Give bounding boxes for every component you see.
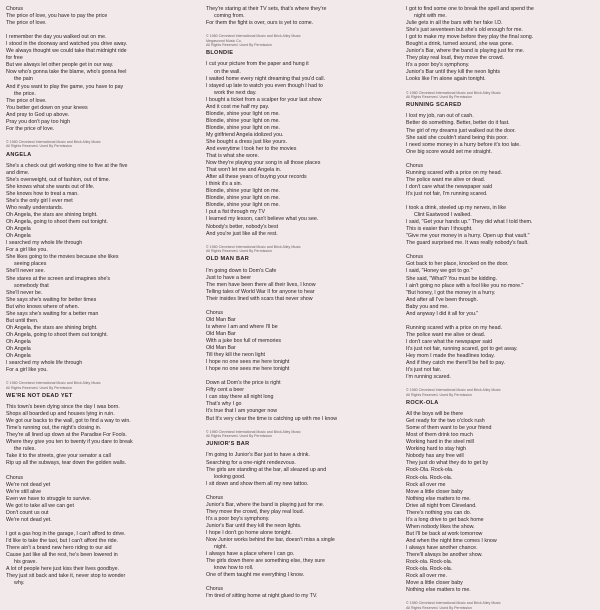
lyric-line: Time's running out, the night's closing in.: [6, 425, 102, 432]
lyric-line: Blondie, shine your light on me.: [206, 110, 280, 117]
lyric-line: I hope I don't go home alone tonight.: [206, 529, 292, 536]
lyric-line: the price.: [14, 90, 36, 97]
section-label: Chorus: [406, 254, 424, 261]
lyric-line: For a girl like you.: [6, 367, 48, 374]
lyric-line: Their insides lined with scars that never show: [206, 295, 313, 302]
lyrics-column-1: [6, 6, 194, 587]
copyright-note: All Rights Reserved. Used By Permission: [6, 385, 72, 390]
lyric-line: coming from.: [214, 13, 245, 20]
section-label: Chorus: [6, 474, 24, 481]
lyric-line: The price of love.: [6, 20, 47, 27]
lyric-line: Better do something. Better, better do it fast.: [406, 120, 510, 127]
lyric-line: night.: [214, 544, 227, 551]
lyric-line: I'm tired of sitting home at night glued to my TV.: [206, 593, 318, 600]
lyric-line: Running scared with a price on my head.: [406, 169, 502, 176]
lyric-line: I got to make my move before they play the final song.: [406, 34, 534, 41]
lyric-line: looking good.: [214, 473, 246, 480]
lyric-line: Running scared with a price on my head.: [406, 324, 502, 331]
lyric-line: One big score would set me straight.: [406, 148, 492, 155]
lyric-line: Old Man Bar: [206, 330, 236, 337]
lyric-line: It's just not fair, running scared, got to get away.: [406, 345, 518, 352]
lyric-line: I'd like to take the taxi, but I can't afford the ride.: [6, 537, 119, 544]
lyric-line: I searched my whole life through: [6, 360, 83, 367]
song-title: WE'RE NOT DEAD YET: [6, 393, 73, 400]
lyric-line: Get ready for the two o'clock rush: [406, 418, 485, 425]
lyrics-column-2: [206, 6, 394, 600]
lyric-line: She'll never see.: [6, 268, 45, 275]
lyric-line: The police want me alive or dead.: [406, 176, 486, 183]
lyric-line: We're still alive: [6, 488, 42, 495]
lyric-line: For a girl like you.: [6, 247, 48, 254]
lyric-line: It's a poor boy's symphony.: [206, 515, 270, 522]
spacer: [406, 156, 594, 163]
lyric-line: Oh Angela, going to shoot them out tonight.: [6, 219, 108, 226]
copyright-note: All Rights Reserved. Used By Permission: [406, 392, 472, 397]
lyric-line: Rip up all the subways, tear down the golden walls.: [6, 460, 127, 467]
lyric-line: That won't let me and Angela in.: [206, 167, 282, 174]
spacer: [6, 524, 194, 531]
lyric-line: Nobody's better, nobody's best: [206, 223, 279, 230]
lyric-line: night with me.: [414, 13, 447, 20]
lyric-line: I need some money in a hurry before it's too late.: [406, 141, 521, 148]
lyric-line: The guard surprised me. It was really nobody's fault.: [406, 240, 529, 247]
section-label: Chorus: [206, 309, 224, 316]
lyric-line: Cause just like all the rest, he's been lowered in: [6, 552, 118, 559]
lyric-line: I took a drink, steeled up my nerves, in like: [406, 205, 507, 212]
lyric-line: Most of them drink too much: [406, 432, 473, 439]
spacer: [6, 27, 194, 34]
lyric-line: Take it to the streets, give your senator a call: [6, 453, 111, 460]
lyric-line: She'll never be.: [6, 289, 43, 296]
lyric-line: I think it's a sin.: [206, 181, 243, 188]
song-title: ROCK-OLA: [406, 400, 439, 407]
lyric-line: But It's very clear the time is catching up with me I know: [206, 415, 338, 422]
spacer: [6, 133, 194, 140]
spacer: [206, 238, 394, 245]
lyric-line: Junior's Bar, where the band is playing just for me.: [406, 48, 525, 55]
lyric-line: I don't care what the newspaper said: [406, 183, 493, 190]
lyric-line: They play real loud, they move the crowd.: [406, 55, 505, 62]
copyright-note: All Rights Reserved. Used By Permission: [206, 249, 272, 254]
lyric-line: Oh Angela, going to shoot them out tonight.: [6, 331, 108, 338]
copyright-note: © 1980 Cleveland International Music and Brick Alley Music: [6, 139, 101, 144]
lyric-line: You better get down on your knees: [6, 104, 88, 111]
lyric-line: Just to have a beer: [206, 274, 252, 281]
lyric-line: Junior's Bar until they kill the neon lights.: [206, 522, 302, 529]
lyric-line: She's just seventeen but she's old enough for me.: [406, 27, 523, 34]
song-title: RUNNING SCARED: [406, 102, 462, 109]
lyric-line: Oh Angela, the stars are shining bright.: [6, 324, 98, 331]
lyric-line: She's a check out girl working nine to five at the five: [6, 162, 128, 169]
lyric-line: She bought a dress just like yours.: [206, 138, 287, 145]
lyric-line: She's overweight, out of fashion, out of time.: [6, 176, 111, 183]
lyric-line: Drive all night from Cleveland.: [406, 502, 477, 509]
copyright-note: All Rights Reserved. Used By Permission: [206, 434, 272, 439]
lyric-line: Shops all boarded up and houses lying in ruin.: [6, 411, 115, 418]
section-label: Chorus: [6, 6, 24, 12]
lyric-line: But we always let other people get in our way.: [6, 62, 114, 69]
lyric-line: There'll always be another show.: [406, 552, 483, 559]
lyric-line: There's nothing you can do.: [406, 509, 472, 516]
lyric-line: Working hard in the steel mill: [406, 439, 474, 446]
lyric-line: Rock-ola. Rock-ola.: [406, 474, 453, 481]
lyric-line: A lot of people here just kiss their lives goodbye.: [6, 566, 120, 573]
copyright-note: © 1980 Cleveland International Music and Brick Alley Music: [206, 429, 301, 434]
lyric-line: We got our backs to the wall, got to find a way to win.: [6, 418, 131, 425]
lyric-line: I stayed up late to watch you even though I had to: [206, 82, 323, 89]
lyric-line: I said, "Honey we got to go.": [406, 268, 473, 275]
lyric-line: She likes going to the movies because she likes: [6, 254, 119, 261]
lyric-line: But until then.: [6, 317, 39, 324]
lyric-line: Blondie, shine your light on me.: [206, 195, 280, 202]
lyric-line: Clint Eastwood I walked.: [414, 212, 472, 219]
lyric-line: I always have another chance.: [406, 545, 478, 551]
lyric-line: work the next day.: [214, 89, 257, 96]
lyric-line: Telling tales of World War II for anyone to hear: [206, 288, 315, 295]
lyric-line: I sit down and show them all my new tattoo.: [206, 480, 309, 487]
lyric-line: Got back to her place, knocked on the door.: [406, 261, 509, 268]
spacer: [406, 594, 594, 601]
lyric-line: We're not dead yet.: [6, 516, 52, 523]
lyric-line: The price of love, you have to pay the price: [6, 13, 108, 20]
lyric-line: I ain't going no place with a fool like you no more.": [406, 282, 524, 289]
lyric-line: And anyway I did it all for you.": [406, 310, 479, 317]
lyric-line: The police want me alive or dead.: [406, 331, 486, 338]
spacer: [206, 423, 394, 430]
lyric-line: Oh Angela: [6, 353, 31, 360]
copyright-note: Megasound Music Co.: [206, 38, 242, 43]
lyric-line: It's a poor boy's symphony.: [406, 62, 470, 69]
lyric-line: Julie gets in all the bars with her fake I.D.: [406, 20, 503, 27]
lyric-line: I can stay there all night long: [206, 394, 274, 401]
lyric-line: I searched my whole life through: [6, 240, 83, 247]
lyric-line: After all these years of buying your records: [206, 174, 307, 181]
lyric-line: Where they give you ten to twenty if you dare to break: [6, 439, 133, 446]
lyric-line: It's a long drive to get back home: [406, 516, 484, 523]
lyric-line: Fifty cent a beer: [206, 387, 244, 394]
spacer: [6, 374, 194, 381]
lyric-line: Rock all over me.: [406, 573, 447, 580]
lyric-line: Rock-Ola. Rock-ola.: [406, 467, 454, 474]
lyric-line: on the wall.: [214, 68, 241, 75]
lyric-line: Old Man Bar: [206, 316, 236, 323]
lyric-line: But who knows where of when.: [6, 303, 80, 310]
spacer: [206, 373, 394, 380]
lyric-line: Now they're playing your song in all those places: [206, 160, 321, 167]
lyric-line: She knows how to treat a man.: [6, 190, 79, 197]
lyric-line: Junior's Bar until they kill the neon lights: [406, 69, 501, 76]
song-title: BLONDIE: [206, 50, 234, 57]
lyric-line: With a juke box full of memories: [206, 338, 282, 344]
lyric-line: That's why I go: [206, 401, 242, 408]
lyric-line: I stood in the doorway and watched you drive away.: [6, 41, 128, 48]
lyric-line: Nothing else matters to me.: [406, 587, 471, 594]
lyric-line: "Give me your money in a hurry. Open up that vault.": [406, 233, 530, 240]
lyric-line: And after all I've been through.: [406, 296, 478, 303]
lyric-line: Searching for a one-night rendezvous.: [206, 459, 296, 466]
lyric-line: She says she's waiting for better times: [6, 296, 97, 303]
lyric-line: Old Man Bar: [206, 345, 236, 352]
lyric-line: That is what she wore.: [206, 153, 259, 160]
lyric-line: Blondie, shine your light on me.: [206, 188, 280, 195]
spacer: [406, 381, 594, 388]
lyric-line: She's the only girl I ever met: [6, 197, 73, 204]
lyric-line: She says she's waiting for a better man: [6, 310, 99, 317]
lyric-line: Some of them want to be your friend: [406, 425, 492, 432]
lyric-line: somebody that: [14, 282, 49, 289]
lyric-line: And pray to God up above.: [6, 111, 70, 118]
lyric-line: Blondie, shine your light on me.: [206, 202, 280, 209]
lyric-line: I'm going down to Dom's Cafe: [206, 267, 277, 274]
lyric-line: Baby you and me.: [406, 303, 449, 310]
lyric-line: why.: [14, 580, 25, 587]
lyric-line: I put a fist through my TV: [206, 209, 266, 216]
lyric-line: This town's been dying since the day I was born.: [6, 404, 120, 411]
lyric-line: And if they catch me there'll be hell to pay.: [406, 360, 505, 367]
lyric-line: It's just not fair.: [406, 367, 442, 374]
lyric-line: I cut your picture from the paper and hung it: [206, 61, 309, 68]
lyric-line: I got a gas hog in the garage, I can't afford to drive.: [6, 530, 126, 537]
lyric-line: The men have been there all their lives, I know: [206, 281, 316, 288]
copyright-note: All Rights Reserved. Used By Permission: [406, 605, 472, 610]
copyright-note: © 1980 Cleveland International Music and Brick Alley Music: [406, 388, 501, 393]
spacer: [406, 318, 594, 325]
lyric-line: She knows what she wants out of life.: [6, 183, 95, 190]
lyric-line: I learned my lesson, can't believe what you see.: [206, 216, 319, 223]
lyric-line: for free: [6, 55, 23, 62]
lyric-line: Rock-ola. Rock-ola.: [406, 566, 453, 573]
lyric-line: Working hard to stay high: [406, 446, 466, 453]
lyric-line: Now Junior works behind the bar, doesn't miss a single: [206, 537, 335, 544]
section-label: Chorus: [206, 494, 224, 501]
copyright-note: All Rights Reserved. Used By Permission: [206, 43, 272, 47]
song-title: JUNIOR'S BAR: [206, 441, 250, 448]
lyric-line: "But honey, I got the money in a hurry.: [406, 289, 496, 296]
lyric-line: I got to find some one to break the spell and spend the: [406, 6, 534, 12]
lyric-line: know how to roll.: [214, 565, 254, 572]
lyric-line: It's just not fair, I'm running scared.: [406, 190, 488, 197]
lyric-line: Nobody has any free will: [406, 453, 464, 460]
lyric-line: Rock-ola. Rock-ola.: [406, 559, 453, 566]
lyric-line: Oh Angela: [6, 338, 31, 345]
lyric-line: They just sit back and take it, never stop to wonder: [6, 573, 126, 580]
lyric-line: They're all lined up down at the Paradise For Fools.: [6, 432, 127, 439]
lyric-line: The girl of my dreams just walked out the door.: [406, 127, 516, 134]
lyric-line: All the boys will be there: [406, 411, 464, 418]
section-label: Chorus: [406, 162, 424, 169]
lyric-line: Down at Dom's the price is right: [206, 380, 281, 387]
lyric-line: The girls down there are something else, they sure: [206, 558, 325, 565]
copyright-note: © 1980 Cleveland International Music and Brick Alley Music: [406, 601, 501, 606]
lyric-line: The price of love.: [6, 97, 47, 104]
lyric-line: I'm going to Junior's Bar just to have a drink.: [206, 452, 310, 459]
lyric-line: Hey mom I made the headlines today.: [406, 353, 495, 360]
lyric-line: She stares at the screen and imagines she's: [6, 275, 111, 282]
spacer: [6, 467, 194, 474]
lyrics-column-3: [406, 6, 594, 610]
spacer: [206, 303, 394, 310]
lyric-line: Move a little closer baby: [406, 580, 463, 587]
lyric-line: Junior's Bar, where the band is playing just for me.: [206, 501, 325, 508]
lyric-line: Nothing else matters to me.: [406, 495, 471, 502]
lyric-line: I always have a place where I can go.: [206, 551, 295, 558]
lyric-line: Don't count us out: [6, 509, 49, 516]
lyric-line: The girls are standing at the bar, all sleazed up and: [206, 466, 327, 473]
lyric-line: and dime.: [6, 169, 30, 176]
lyric-line: Oh Angela, the stars are shining bright.: [6, 212, 98, 219]
song-title: OLD MAN BAR: [206, 256, 250, 263]
lyric-line: I don't care what the newspaper said: [406, 338, 493, 345]
section-label: Chorus: [206, 586, 224, 593]
lyric-line: Who really understands.: [6, 205, 64, 212]
lyric-line: Bought a drink, turned around, she was gone.: [406, 41, 514, 48]
lyric-line: And everytime I took her to the movies: [206, 146, 297, 153]
lyric-line: One of them taught me everything I know.: [206, 572, 305, 579]
lyric-line: When nobody likes the show.: [406, 523, 475, 530]
spacer: [406, 198, 594, 205]
lyric-line: his grave.: [14, 559, 37, 566]
lyric-line: I waited home every night dreaming that you'd call.: [206, 75, 326, 82]
lyric-line: Now who's gonna take the blame, who's gonna feel: [6, 69, 127, 76]
lyric-line: We're not dead yet: [6, 481, 51, 488]
copyright-note: © 1980 Cleveland International Music and Brick Alley Music: [6, 381, 101, 386]
lyric-line: Pray you don't pay too high: [6, 118, 71, 125]
lyric-line: She said, "What? You must be kidding.: [406, 275, 498, 282]
copyright-note: © 1980 Cleveland International Music and Brick Alley Music: [206, 34, 301, 39]
copyright-note: All Rights Reserved. Used By Permission: [6, 144, 72, 149]
lyric-line: Blondie, shine your light on me.: [206, 124, 280, 131]
lyric-line: Move a little closer baby: [406, 488, 463, 495]
spacer: [206, 488, 394, 495]
lyric-line: Even we have to struggle to survive.: [6, 495, 92, 502]
lyric-line: For the price of love.: [6, 125, 55, 132]
spacer: [406, 247, 594, 254]
lyric-line: I hope no one sees me here tonight: [206, 359, 290, 366]
lyric-line: I said, "Get your hands up." They did what I told them.: [406, 219, 533, 226]
copyright-note: All Rights Reserved. Used By Permission: [406, 94, 472, 99]
lyric-line: It's true that I am younger now: [206, 408, 278, 415]
copyright-note: © 1980 Cleveland International Music and Brick Alley Music: [206, 244, 301, 249]
lyric-line: seeing places: [14, 261, 47, 268]
lyric-line: Blondie, shine your light on me.: [206, 117, 280, 124]
lyric-line: For them the fight is over, ours is yet to come.: [206, 20, 314, 27]
spacer: [406, 84, 594, 91]
lyric-line: We always thought we could take that midnight ride: [6, 48, 127, 55]
lyric-line: But I'll be back at work tomorrow: [406, 530, 483, 537]
lyric-line: There ain't a brand new hero riding to our aid: [6, 545, 112, 551]
spacer: [206, 579, 394, 586]
lyric-line: This is easier than I thought.: [406, 226, 473, 233]
lyric-line: I bought a ticket from a scalper for your last show: [206, 96, 322, 103]
lyric-line: My girlfriend Angela idolized you.: [206, 131, 284, 138]
lyric-line: Till they kill the neon light: [206, 352, 265, 359]
lyric-line: They're staring at their TV sets, that's where they're: [206, 6, 327, 12]
lyric-line: I'm running scared.: [406, 374, 451, 381]
lyric-line: She said she couldn't stand being this poor.: [406, 134, 509, 141]
lyric-line: And if you want to play the game, you have to pay: [6, 83, 124, 90]
lyric-line: They just do what they do to get by: [406, 460, 489, 467]
song-title: ANGELA: [6, 151, 32, 158]
lyric-line: the rules.: [14, 446, 36, 453]
lyric-line: And when the night time comes I know: [406, 537, 497, 544]
lyric-line: I hope no one sees me here tonight: [206, 366, 290, 373]
lyric-line: Oh Angela: [6, 233, 31, 240]
lyric-line: Oh Angela: [6, 226, 31, 233]
copyright-note: © 1980 Cleveland International Music and Brick Alley Music: [406, 90, 501, 95]
lyric-line: We got to take all we can get: [6, 502, 74, 509]
lyric-line: Looks like I'm alone again tonight.: [406, 76, 486, 83]
lyric-line: And it cost me half my pay.: [206, 103, 270, 110]
lyric-line: Rock all over me: [406, 481, 446, 488]
lyric-line: the pain: [14, 76, 33, 83]
lyric-line: Oh Angela: [6, 345, 31, 352]
lyric-line: They move the crowd, they play real loud.: [206, 508, 305, 515]
spacer: [206, 27, 394, 34]
lyric-line: And you're just like all the rest.: [206, 230, 278, 237]
lyric-line: Is where I am and where I'll be: [206, 323, 278, 330]
lyric-line: I lost my job, ran out of cash.: [406, 113, 474, 120]
lyric-line: I remember the day you walked out on me.: [6, 34, 107, 41]
